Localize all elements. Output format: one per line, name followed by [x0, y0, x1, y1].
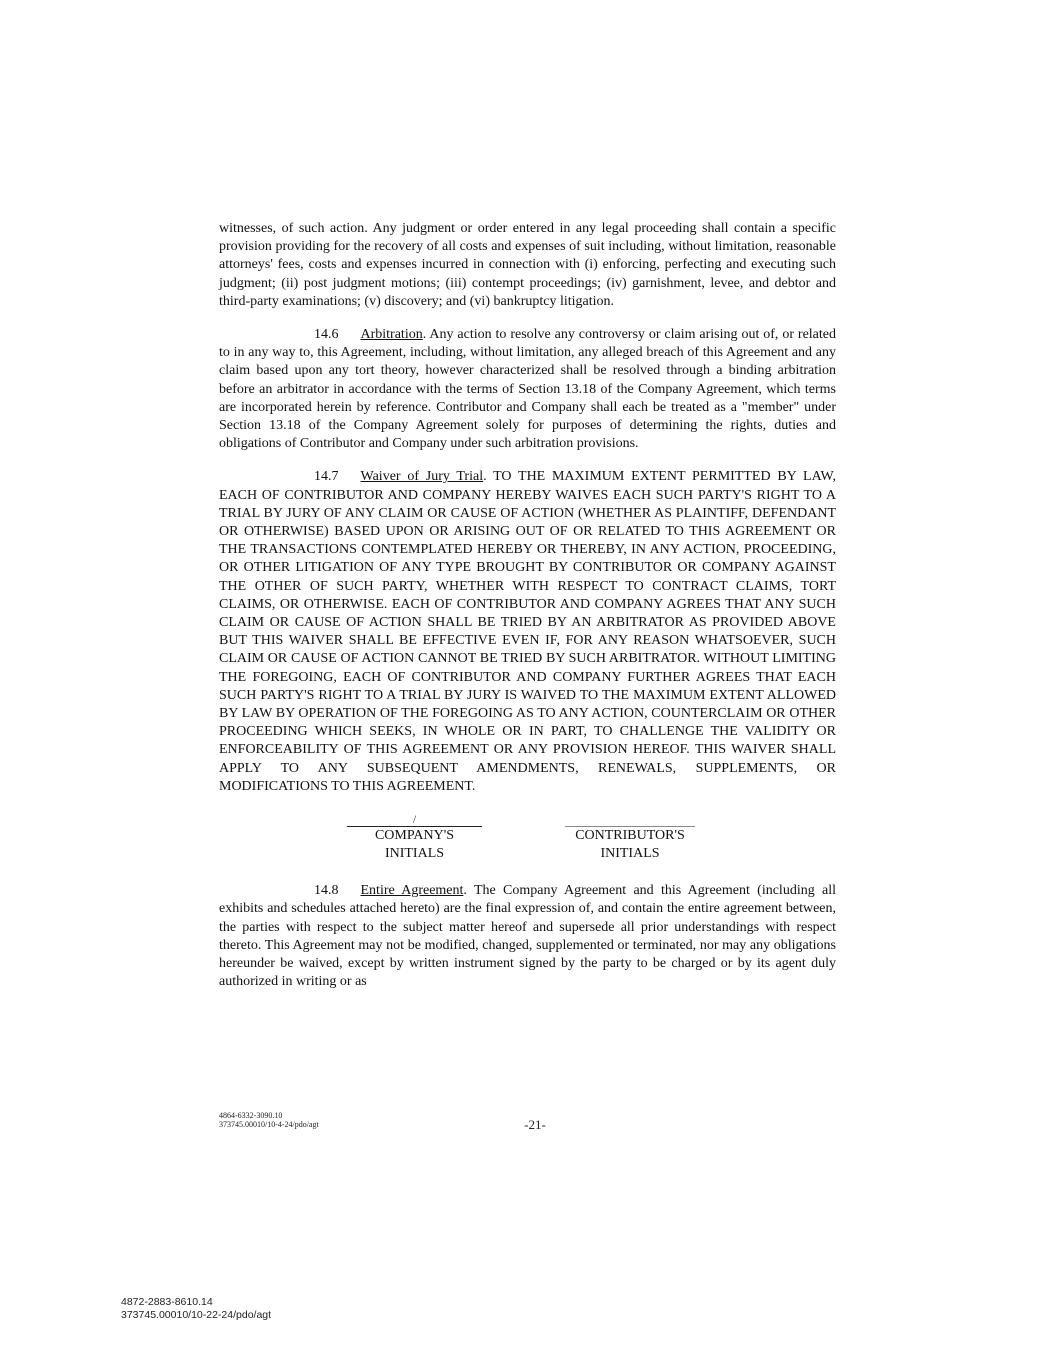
bottom-doc-id: 4872-2883-8610.14 — [121, 1296, 213, 1308]
document-body — [219, 220, 836, 991]
initials-area — [219, 812, 836, 882]
paragraph-continuation: witnesses, of such action. Any judgment or order entered in any legal proceeding shall contain a specific provision providing for the recovery of all costs and expenses of suit including, without limitation, reasonable attorneys' fees, costs and expenses incurred in connection with (i) enforcing, perfecting and executing such judgment; (ii) post judgment motions; (iii) contempt proceedings; (iv) garnishment, levee, and debtor and third-party examinations; (v) discovery; and (vi) bankruptcy litigation. — [219, 221, 836, 309]
section-heading: Arbitration — [360, 327, 423, 343]
section-heading: Entire Agreement — [360, 883, 464, 899]
company-initials-label-2: INITIALS — [384, 846, 445, 862]
bottom-stamp — [121, 1296, 271, 1321]
section-14-7 — [219, 468, 836, 796]
section-text: . TO THE MAXIMUM EXTENT PERMITTED BY LAW, EACH OF CONTRIBUTOR AND COMPANY HEREBY WAIVES EACH SUCH PARTY'S RIGHT TO A TRIAL BY JURY OF ANY CLAIM OR CAUSE OF ACTION (WHETHER AS PLAINTIFF, DEFENDANT OR OTHERWISE) BASED UPON OR ARISING OUT OF OR RELATED TO THIS AGREEMENT OR THE TRANSACTIONS CONTEMPLATED HEREBY OR THEREBY, IN ANY ACTION, PROCEEDING, OR OTHER LITIGATION OF ANY TYPE BROUGHT BY CONTRIBUTOR OR COMPANY AGAINST THE OTHER OF SUCH PARTY, WHETHER WITH RESPECT TO CONTRACT CLAIMS, TORT CLAIMS, OR OTHERWISE. EACH OF CONTRIBUTOR AND COMPANY AGREES THAT ANY SUCH CLAIM OR CAUSE OF ACTION SHALL BE TRIED BY AN ARBITRATOR AS PROVIDED ABOVE BUT THIS WAIVER SHALL BE EFFECTIVE EVEN IF, FOR ANY REASON WHATSOEVER, SUCH CLAIM OR CAUSE OF ACTION CANNOT BE TRIED BY SUCH ARBITRATOR. WITHOUT LIMITING THE FOREGOING, EACH OF CONTRIBUTOR AND COMPANY FURTHER AGREES THAT EACH SUCH PARTY'S RIGHT TO A TRIAL BY JURY IS WAIVED TO THE MAXIMUM EXTENT ALLOWED BY LAW BY OPERATION OF THE FOREGOING AS TO ANY ACTION, COUNTERCLAIM OR OTHER PROCEEDING WHICH SEEKS, IN WHOLE OR IN PART, TO CHALLENGE THE VALIDITY OR ENFORCEABILITY OF THIS AGREEMENT OR ANY PROVISION HEREOF. THIS WAIVER SHALL APPLY TO ANY SUBSEQUENT AMENDMENTS, RENEWALS, SUPPLEMENTS, OR MODIFICATIONS TO THIS AGREEMENT. — [219, 469, 836, 794]
company-initials-line[interactable]: / — [347, 812, 482, 827]
section-text: . The Company Agreement and this Agreement (including all exhibits and schedules attached hereto) are the final expression of, and contain the entire agreement between, the parties with respect to the subject matter hereof and supersede all prior understandings with respect thereto. This Agreement may not be modified, changed, supplemented or terminated, nor may any obligations hereunder be waived, except by written instrument signed by the party to be charged or by its agent duly authorized in writing or as — [219, 883, 836, 990]
section-14-6 — [219, 326, 836, 453]
footer-doc-id: 4864-6332-3090.10 — [219, 1111, 283, 1120]
section-number: 14.7 — [314, 469, 339, 485]
contributor-initials-label-2: INITIALS — [600, 846, 660, 862]
section-heading: Waiver of Jury Trial — [360, 469, 484, 485]
footer-document-ids — [219, 1111, 319, 1129]
footer-matter-id: 373745.00010/10-4-24/pdo/agt — [219, 1120, 319, 1129]
company-initials — [347, 812, 482, 863]
company-initials-label-1: COMPANY'S — [374, 828, 455, 844]
section-number: 14.6 — [314, 327, 339, 343]
contributor-initials-label-1: CONTRIBUTOR'S — [575, 828, 685, 844]
section-text: . Any action to resolve any controversy or claim arising out of, or related to in any way to, this Agreement, including, without limitation, any alleged breach of this Agreement and any claim based upon any tort theory, however characterized shall be resolved through a binding arbitration before an arbitrator in accordance with the terms of Section 13.18 of the Company Agreement, which terms are incorporated herein by reference. Contributor and Company shall each be treated as a "member" under Section 13.18 of the Company Agreement solely for purposes of determining the rights, duties and obligations of Contributor and Company under such arbitration provisions. — [219, 327, 836, 452]
contributor-initials — [565, 812, 695, 863]
section-number: 14.8 — [314, 883, 339, 899]
section-14-8 — [219, 882, 836, 991]
page-number: -21- — [524, 1117, 546, 1132]
contributor-initials-line[interactable] — [565, 812, 695, 827]
bottom-matter-id: 373745.00010/10-22-24/pdo/agt — [121, 1308, 272, 1321]
